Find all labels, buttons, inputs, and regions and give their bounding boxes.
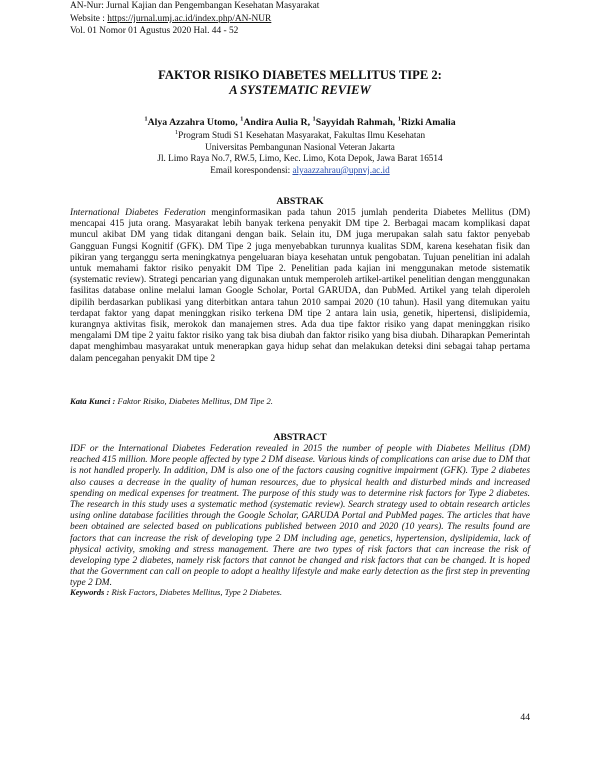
keywords	[70, 587, 530, 598]
title-line-1: FAKTOR RISIKO DIABETES MELLITUS TIPE 2:	[158, 68, 442, 82]
journal-website-line	[70, 13, 319, 26]
affiliation-email-line	[0, 165, 600, 177]
abstract-text: IDF or the International Diabetes Federation revealed in 2015 the number of people with Diabetes Mellitus (DM) reached 415 million. More people affected by type 2 DM disease. Various kinds of complications can arise due to DM that is not handled properly. In addition, DM is also one of the factors causing cognitive impairment (GFK). Type 2 diabetes also causes a decrease in the quality of human resources, due to physical health and disturbed minds and increased spending on medical expenses for treatment. The purpose of this study was to determine risk factors for Type 2 diabetes. The research in this study uses a systematic method (systematic review). Search strategy used to obtain research articles using online database facilities through the Google Scholar, GARUDA Portal and PubMed pages. The articles that have been obtained are selected based on publications published between 2010 and 2020 (10 years). The results found are factors that can increase the risk of developing type 2 DM including age, genetics, hypertension, dyslipidemia, lack of physical activity, smoking and stress management. There are two types of risk factors that can increase the risk of developing type 2 diabetes, namely risk factors that cannot be changed and risk factors that can be changed. It is hoped that the Government can call on people to adopt a healthy lifestyle and make early detection as the first step in preventing type 2 DM.	[70, 444, 530, 589]
kata-kunci-label: Kata Kunci :	[70, 396, 118, 406]
abstrak-heading: ABSTRAK	[276, 196, 324, 207]
kata-kunci	[70, 396, 530, 407]
keywords-values: Risk Factors, Diabetes Mellitus, Type 2 Diabetes.	[111, 587, 283, 597]
author-1-affil-mark: 1	[144, 115, 148, 123]
website-label: Website :	[70, 13, 108, 24]
affiliation-program	[0, 130, 600, 142]
author-1: Alya Azzahra Utomo,	[147, 117, 241, 128]
website-link[interactable]: https://jurnal.umj.ac.id/index.php/AN-NUR	[107, 13, 272, 24]
keywords-label: Keywords :	[70, 587, 112, 597]
affiliation-address: Jl. Limo Raya No.7, RW.5, Limo, Kec. Limo, Kota Depok, Jawa Barat 16514	[157, 153, 443, 164]
paper-title	[0, 68, 600, 98]
title-line-2: A SYSTEMATIC REVIEW	[229, 83, 371, 97]
affiliation-program-text: Program Studi S1 Kesehatan Masyarakat, Fakultas Ilmu Kesehatan	[178, 130, 426, 140]
affiliation	[0, 130, 600, 176]
abstrak-text	[70, 208, 530, 365]
author-2-affil-mark: 1	[240, 115, 244, 123]
page-number: 44	[520, 712, 530, 723]
author-list	[0, 117, 600, 129]
author-3: Sayyidah Rahmah,	[315, 117, 398, 128]
kata-kunci-values: Faktor Risiko, Diabetes Mellitus, DM Tipe 2.	[117, 396, 273, 406]
abstract-heading: ABSTRACT	[273, 432, 327, 443]
affiliation-university: Universitas Pembangunan Nasional Veteran Jakarta	[205, 141, 395, 152]
author-2: Andira Aulia R,	[243, 117, 313, 128]
journal-name: AN-Nur: Jurnal Kajian dan Pengembangan Kesehatan Masyarakat	[70, 1, 320, 11]
abstrak-body-text: menginformasikan pada tahun 2015 jumlah penderita Diabetes Mellitus (DM) mencapai 415 juta orang. Masyarakat lebih banyak terkena penyakit DM tipe 2. Berbagai macam komplikasi dapat muncul akibat DM yang tidak ditangani dengan baik. Selain itu, DM juga merupakan salah satu faktor penyebab Gangguan Fungsi Kognitif (GFK). DM Tipe 2 juga menyebabkan turunnya kualitas SDM, karena kesehatan fisik dan pikiran yang terganggu serta meningkatnya pengeluaran biaya kesehatan untuk pengobatan. Tujuan penelitian ini adalah untuk memahami faktor risiko penyakit DM Tipe 2. Penelitian pada kajian ini menggunakan metode sistematik (systematic review). Strategi pencarian yang digunakan untuk memperoleh artikel-artikel penelitian dengan menggunakan fasilitas database online melalui laman Google Scholar, Portal GARUDA, dan PubMed. Artikel yang telah diperoleh dipilih berdasarkan publikasi yang diterbitkan antara tahun 2010 sampai 2020 (10 tahun). Hasil yang ditemukan yaitu terdapat faktor yang dapat meninggkan risiko terkena DM tipe 2 antara lain usia, genetik, hipertensi, dislipidemia, kurangnya aktivitas fisik, merokok dan manajemen stres. Ada dua tipe faktor risiko yang dapat meninggkan risiko mengalami DM tipe 2 yaitu faktor risiko yang tak bisa diubah dan faktor risiko yang bisa diubah. Diharapkan Pemerintah dapat menghimbau masyarakat untuk menerapkan gaya hidup sehat dan melakukan deteksi dini sebagai tahap pertama dalam pencegahan penyakit DM tipe 2	[70, 208, 530, 364]
journal-header	[70, 0, 319, 38]
author-4: Rizki Amalia	[400, 117, 456, 128]
affiliation-mark: 1	[174, 128, 179, 136]
email-label: Email korespondensi:	[210, 164, 293, 175]
email-link[interactable]: alyaazzahrau@upnvj.ac.id	[292, 164, 390, 175]
author-3-affil-mark: 1	[312, 115, 316, 123]
author-4-affil-mark: 1	[397, 115, 401, 123]
abstrak-lead-italic: International Diabetes Federation	[70, 208, 206, 218]
journal-volume: Vol. 01 Nomor 01 Agustus 2020 Hal. 44 - 52	[70, 26, 239, 37]
